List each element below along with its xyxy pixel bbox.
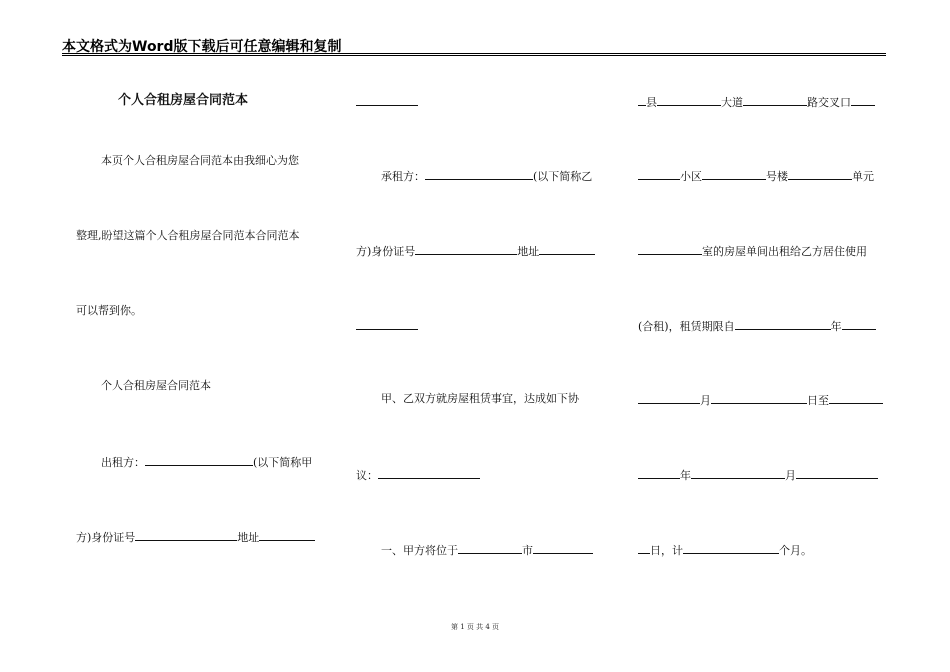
agreement-line-1: 甲、乙双方就房屋租赁事宜，达成如下协 xyxy=(381,392,579,405)
end-date-line xyxy=(638,467,886,483)
end-month-label: 月 xyxy=(785,469,796,482)
lessor-address-continued xyxy=(356,94,606,110)
lessee-line xyxy=(381,168,631,184)
lessor-id-blank xyxy=(135,529,237,541)
lessee-address-label: 地址 xyxy=(517,245,540,258)
lessor-label: 出租方： xyxy=(101,456,145,469)
end-month-blank xyxy=(691,467,785,479)
intersection-label: 路交叉口 xyxy=(807,96,851,109)
intro-line-1: 本页个人合租房屋合同范本由我细心为您 xyxy=(101,154,299,167)
agreement-label: 议： xyxy=(356,469,378,482)
to-day-label: 日至 xyxy=(807,394,829,407)
start-day-blank xyxy=(711,392,807,404)
end-year-label: 年 xyxy=(680,469,691,482)
duration-line xyxy=(638,542,886,558)
agreement-line-2 xyxy=(356,467,606,483)
lessee-id-label: 方)身份证号 xyxy=(356,245,416,258)
lessee-address-blank xyxy=(539,243,595,255)
end-day-cont-blank xyxy=(638,542,650,554)
end-year-blank xyxy=(638,467,680,479)
unit-blank xyxy=(788,168,852,180)
intersection-blank xyxy=(851,94,875,106)
end-day-blank xyxy=(796,467,878,479)
start-month-blank xyxy=(638,392,700,404)
lessee-address-continued xyxy=(356,318,606,334)
building-label: 号楼 xyxy=(766,170,788,183)
road-blank xyxy=(743,94,807,106)
months-blank xyxy=(683,542,779,554)
column-3 xyxy=(638,0,886,672)
contract-subtitle: 个人合租房屋合同范本 xyxy=(101,379,211,392)
lessor-id-line xyxy=(76,529,322,545)
column-1 xyxy=(76,0,322,672)
room-text: 室的房屋单间出租给乙方居住使用 xyxy=(702,245,867,258)
lessee-name-blank xyxy=(425,168,533,180)
county-label: 县 xyxy=(646,96,657,109)
start-date-line xyxy=(638,392,886,408)
city-label: 市 xyxy=(522,544,533,557)
clause-1-line xyxy=(381,542,631,558)
term-line xyxy=(638,318,886,334)
building-line xyxy=(638,168,886,184)
end-year-pre-blank xyxy=(829,392,883,404)
lessor-address-blank-cont xyxy=(356,94,418,106)
province-blank xyxy=(458,542,522,554)
intro-line-2: 整理,盼望这篇个人合租房屋合同范本合同范本 xyxy=(76,229,300,242)
lessor-suffix: (以下简称甲 xyxy=(253,456,313,469)
document-header: 本文格式为Word版下载后可任意编辑和复制 xyxy=(62,39,342,55)
lessee-id-line xyxy=(356,243,606,259)
location-line xyxy=(638,94,886,110)
county-blank xyxy=(638,94,646,106)
start-month-pre-blank xyxy=(842,318,876,330)
district-blank xyxy=(638,168,680,180)
lessor-address-label: 地址 xyxy=(237,531,260,544)
column-2 xyxy=(356,0,606,672)
lessor-address-blank xyxy=(259,529,315,541)
start-year-blank xyxy=(735,318,831,330)
lessee-id-blank xyxy=(415,243,517,255)
start-year-label: 年 xyxy=(830,320,842,333)
avenue-label: 大道 xyxy=(721,96,743,109)
start-month-label: 月 xyxy=(700,394,711,407)
lessor-name-blank xyxy=(145,454,253,466)
term-text: (合租)，租赁期限自 xyxy=(638,320,735,333)
city-blank xyxy=(533,542,593,554)
unit-label: 单元 xyxy=(852,170,874,183)
intro-line-3: 可以帮到你。 xyxy=(76,304,142,317)
room-blank xyxy=(638,243,702,255)
avenue-blank xyxy=(657,94,721,106)
lessee-address-blank-cont xyxy=(356,318,418,330)
document-title: 个人合租房屋合同范本 xyxy=(118,93,249,108)
room-line xyxy=(638,243,886,259)
lessee-suffix: (以下简称乙 xyxy=(533,170,593,183)
lessor-id-label: 方)身份证号 xyxy=(76,531,136,544)
lessor-line xyxy=(101,454,347,470)
district-label: 小区 xyxy=(680,170,702,183)
lessee-label: 承租方： xyxy=(381,170,425,183)
day-total-label: 日，计 xyxy=(650,544,683,557)
clause-1-text: 一、甲方将位于 xyxy=(381,544,458,557)
months-label: 个月。 xyxy=(779,544,812,557)
page-footer: 第 1 页 共 4 页 xyxy=(450,623,500,631)
building-blank xyxy=(702,168,766,180)
agreement-blank xyxy=(378,467,480,479)
